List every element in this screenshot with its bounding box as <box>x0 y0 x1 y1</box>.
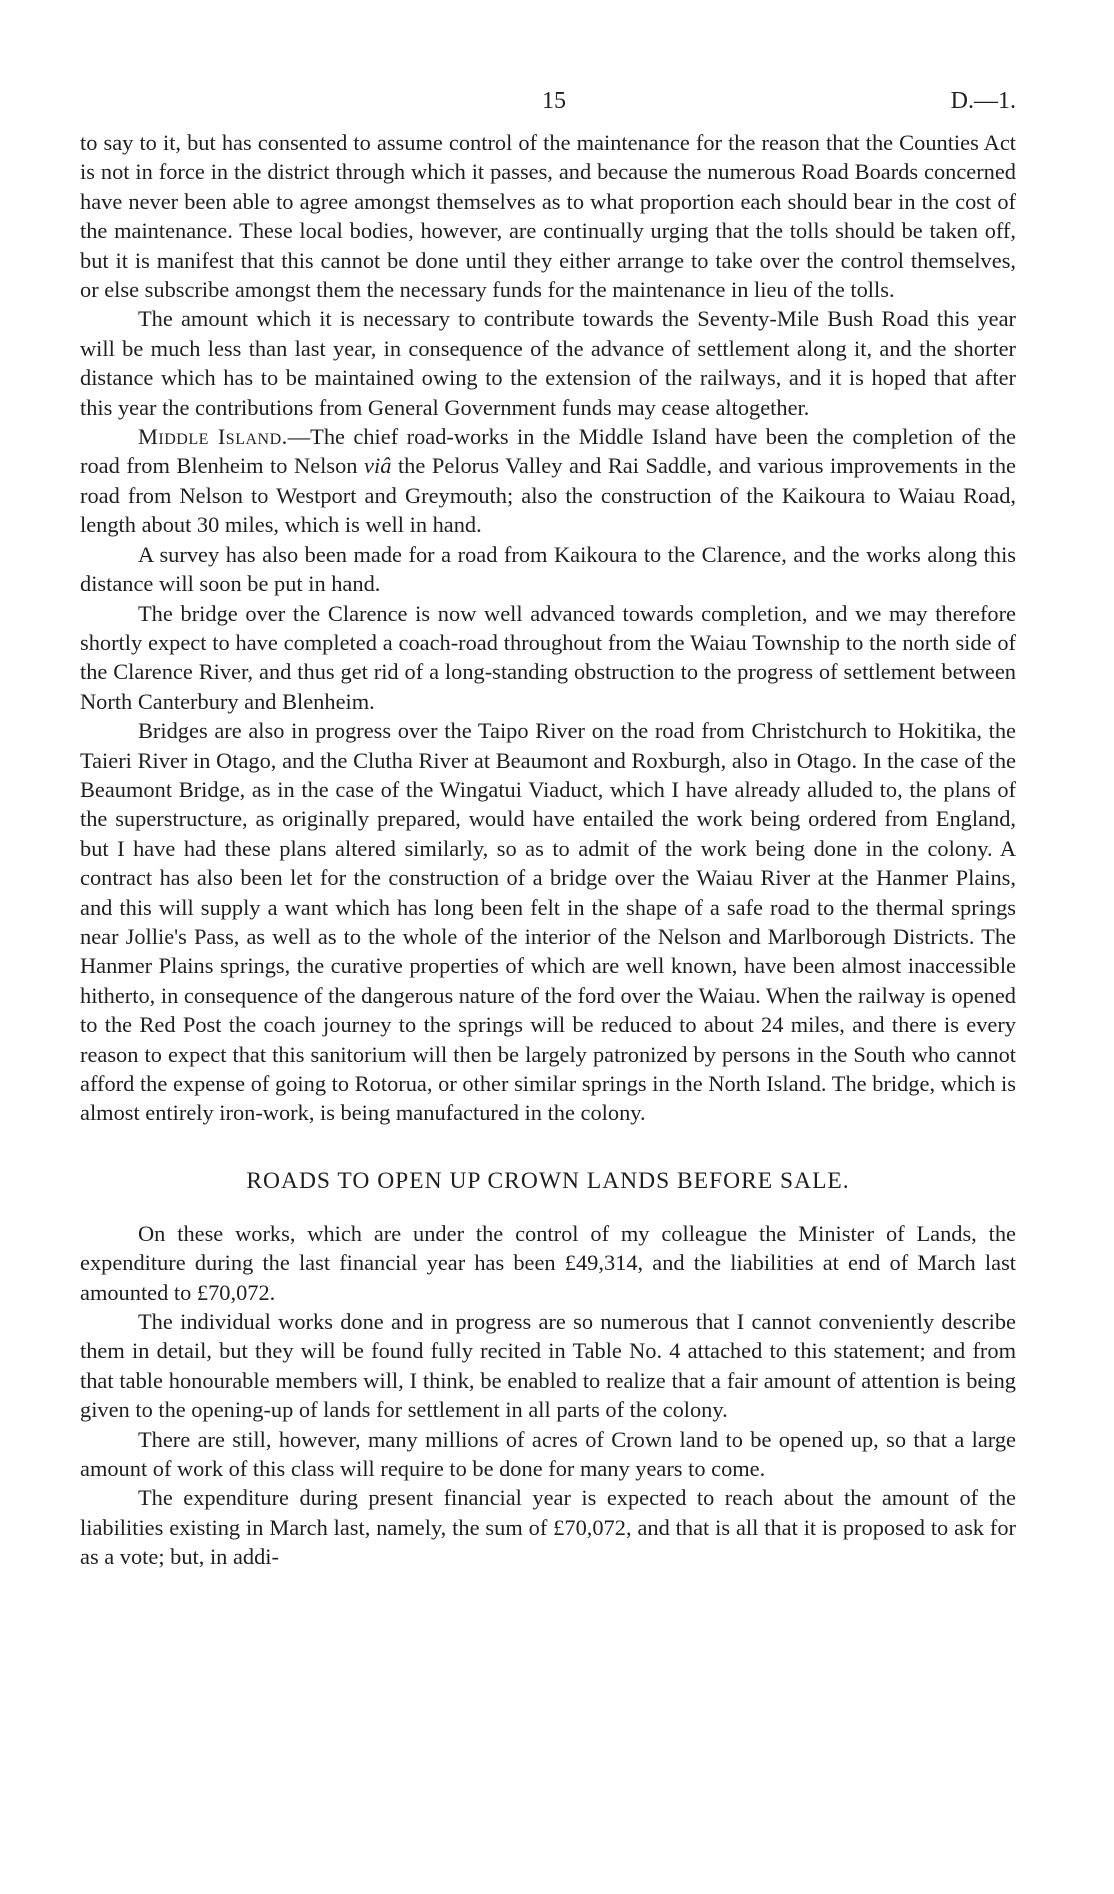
page-header <box>80 88 1016 128</box>
paragraph: A survey has also been made for a road from Kaikoura to the Clarence, and the works along this distance will soon be put in hand. <box>80 541 1016 597</box>
paragraph: On these works, which are under the control of my colleague the Minister of Lands, the expenditure during the last financial year has been £49,314, and the liabilities at end of March last amounted to £70,072. <box>80 1220 1016 1305</box>
document-page <box>80 88 1016 1572</box>
paragraph: The bridge over the Clarence is now well advanced towards completion, and we may therefore shortly expect to have completed a coach-road throughout from the Waiau Township to the north side of the Clarence River, and thus get rid of a long-standing obstruction to the progress of settlement between North Canterbury and Blenheim. <box>80 600 1016 714</box>
middle-island-via: viâ <box>364 453 392 479</box>
middle-island-text-b: the Pelorus Valley and Rai Saddle, and various improvements in the road from Nelson to Westport and Greymouth; also the construction of the Kaikoura to Waiau Road, length about 30 miles, which is well in hand. <box>80 453 1016 538</box>
section-heading: ROADS TO OPEN UP CROWN LANDS BEFORE SALE. <box>246 1167 850 1194</box>
document-reference: D.—1. <box>950 88 1016 114</box>
paragraph: There are still, however, many millions of acres of Crown land to be opened up, so that a large amount of work of this class will require to be done for many years to come. <box>80 1426 1016 1482</box>
paragraph: Bridges are also in progress over the Taipo River on the road from Christchurch to Hokitika, the Taieri River in Otago, and the Clutha River at Beaumont and Roxburgh, also in Otago. In the case of the Beaumont Bridge, as in the case of the Wingatui Viaduct, which I have already alluded to, the plans of the superstructure, as originally prepared, would have entailed the work being ordered from England, but I have had these plans altered similarly, so as to admit of the work being done in the colony. A contract has also been let for the construction of a bridge over the Waiau River at the Hanmer Plains, and this will supply a want which has long been felt in the shape of a safe road to the thermal springs near Jollie's Pass, as well as to the whole of the interior of the Nelson and Marlborough Districts. The Hanmer Plains springs, the curative properties of which are well known, have been almost inaccessible hitherto, in consequence of the dangerous nature of the ford over the Waiau. When the railway is opened to the Red Post the coach journey to the springs will be reduced to about 24 miles, and there is every reason to expect that this sanitorium will then be largely patronized by persons in the South who cannot afford the expense of going to Rotorua, or other similar springs in the North Island. The bridge, which is almost entirely iron-work, is being manufactured in the colony. <box>80 718 1016 1126</box>
paragraph: The amount which it is necessary to contribute towards the Seventy-Mile Bush Road this year will be much less than last year, in consequence of the advance of settlement along it, and the shorter distance which has to be maintained owing to the extension of the railways, and it is hoped that after this year the contributions from General Government funds may cease altogether. <box>80 306 1016 420</box>
section-roads <box>80 128 1016 1128</box>
section-crown-lands <box>80 1219 1016 1572</box>
page-number: 15 <box>542 88 566 114</box>
paragraph: The expenditure during present financial year is expected to reach about the amount of the liabilities existing in March last, namely, the sum of £70,072, and that is all that it is proposed to ask for as a vote; but, in addi- <box>80 1485 1016 1570</box>
middle-island-text-a: —The chief road-works in the Middle Island have been the completion of the road from Blenheim to Nelson <box>80 424 1016 479</box>
paragraph: The individual works done and in progress are so numerous that I cannot conveniently describe them in detail, but they will be found fully recited in Table No. 4 attached to this statement; and from that table honourable members will, I think, be enabled to realize that a fair amount of attention is being given to the opening-up of lands for settlement in all parts of the colony. <box>80 1309 1016 1423</box>
paragraph: to say to it, but has consented to assume control of the maintenance for the reason that the Counties Act is not in force in the district through which it passes, and because the numerous Road Boards concerned have never been able to agree amongst themselves as to what proportion each should bear in the cost of the maintenance. These local bodies, however, are continually urging that the tolls should be taken off, but it is manifest that this cannot be done until they either arrange to take over the control themselves, or else subscribe amongst them the necessary funds for the maintenance in lieu of the tolls. <box>80 130 1016 303</box>
paragraph-middle-island <box>80 422 1016 540</box>
middle-island-label: Middle Island. <box>138 424 288 450</box>
